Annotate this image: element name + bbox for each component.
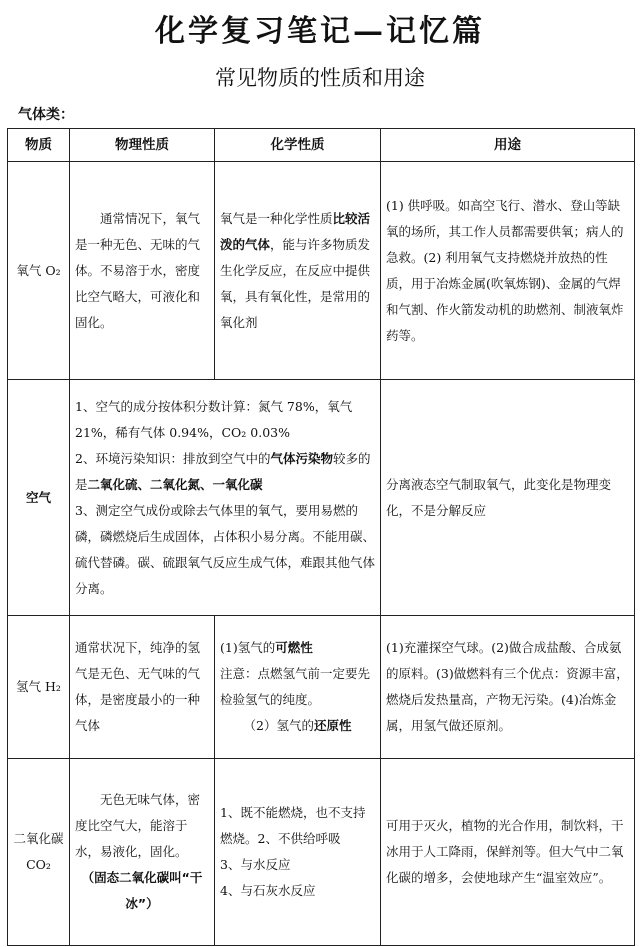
physical-text: 通常情况下，氧气是一种无色、无味的气体。不易溶于水，密度比空气略大，可液化和固化。 (75, 210, 201, 330)
table-header-row (8, 129, 635, 162)
cell-physical (70, 162, 215, 380)
section-label: 气体类： (18, 107, 74, 123)
air-point-2 (75, 446, 375, 498)
cell-chemical (215, 759, 381, 946)
cell-uses: 可用于灭火，植物的光合作用，制饮料，干冰用于人工降雨，保鲜剂等。但大气中二氧化碳的增多，会使地球产生“温室效应”。 (381, 759, 635, 946)
physical-dry-ice-note: （固态二氧化碳叫“干冰”） (81, 870, 203, 911)
cell-chemical (215, 162, 381, 380)
air-point-2-text-continued: 较多的是 (75, 450, 371, 492)
chemical-line-1: 1、既不能燃烧，也不支持燃烧。2、不供给呼吸 (220, 805, 366, 846)
header-chemical: 化学性质 (215, 129, 381, 162)
air-point-1: 1、空气的成分按体积分数计算：氮气 78%，氧气 21%，稀有气体 0.94%，CO₂ 0.03% (75, 398, 353, 440)
cell-uses: 分离液态空气制取氧气，此变化是物理变化，不是分解反应 (381, 380, 635, 616)
header-physical: 物理性质 (70, 129, 215, 162)
page-subtitle: 常见物质的性质和用途 (215, 66, 425, 90)
air-point-2-pollutants: 二氧化硫、二氧化氮、一氧化碳 (87, 476, 263, 492)
chemical-line-3-text: （2）氢气的 (243, 718, 314, 733)
chemical-line-3 (220, 713, 375, 739)
chemical-line-2: 3、与水反应 (220, 857, 291, 872)
cell-uses: (1)充灌探空气球。(2)做合成盐酸、合成氨的原料。(3)做燃料有三个优点：资源丰富，燃烧后发热量高，产物无污染。(4)冶炼金属，用氢气做还原剂。 (381, 616, 635, 759)
chemical-line-3-highlight: 还原性 (313, 718, 352, 733)
cell-substance: 氧气 O₂ (8, 162, 70, 380)
cell-physical-chemical-combined (70, 380, 381, 616)
table-row-hydrogen (8, 616, 635, 759)
table-row-carbon-dioxide (8, 759, 635, 946)
cell-substance: 二氧化碳 CO₂ (8, 759, 70, 946)
chemical-line-1-highlight: 可燃性 (275, 640, 313, 655)
properties-table (7, 128, 635, 946)
physical-text: 无色无味气体，密度比空气大，能溶于水，易液化，固化。 (75, 792, 201, 859)
chemical-line-2: 注意：点燃氢气前一定要先检验氢气的纯度。 (220, 666, 371, 707)
air-point-2-highlight: 气体污染物 (270, 450, 333, 466)
chemical-line-1 (220, 635, 375, 661)
cell-physical (70, 759, 215, 946)
table-row-oxygen (8, 162, 635, 380)
cell-uses: (1) 供呼吸。如高空飞行、潜水、登山等缺氧的场所，其工作人员都需要供氧；病人的急救。(2) 利用氧气支持燃烧并放热的性质，用于冶炼金属(吹氧炼钢)、金属的气焊和气割、作火箭发动机的助燃剂、制液氧炸药等。 (381, 162, 635, 380)
header-substance: 物质 (8, 129, 70, 162)
chemical-text-continued: ，能与许多物质发生化学反应，在反应中提供氧，具有氧化性，是常用的氧化剂 (220, 236, 371, 330)
table-row-air (8, 380, 635, 616)
chemical-line-1-text: (1)氢气的 (220, 640, 276, 655)
air-point-3: 3、测定空气成份或除去气体里的氧气，要用易燃的磷，磷燃烧后生成固体，占体积小易分离。不能用碳、硫代替磷。碳、硫跟氧气反应生成气体，难跟其他气体分离。 (75, 502, 376, 596)
chemical-text: 氧气是一种化学性质 (220, 210, 333, 226)
chemical-line-3: 4、与石灰水反应 (220, 883, 316, 898)
air-point-2-text: 2、环境污染知识：排放到空气中的 (75, 450, 271, 466)
chemical-highlight: 比较活泼的气体 (220, 210, 371, 252)
header-uses: 用途 (381, 129, 635, 162)
cell-substance: 氢气 H₂ (8, 616, 70, 759)
cell-chemical (215, 616, 381, 759)
cell-substance: 空气 (8, 380, 70, 616)
cell-physical: 通常状况下，纯净的氢气是无色、无气味的气体，是密度最小的一种气体 (70, 616, 215, 759)
page-title: 化学复习笔记—记忆篇 (155, 14, 485, 49)
